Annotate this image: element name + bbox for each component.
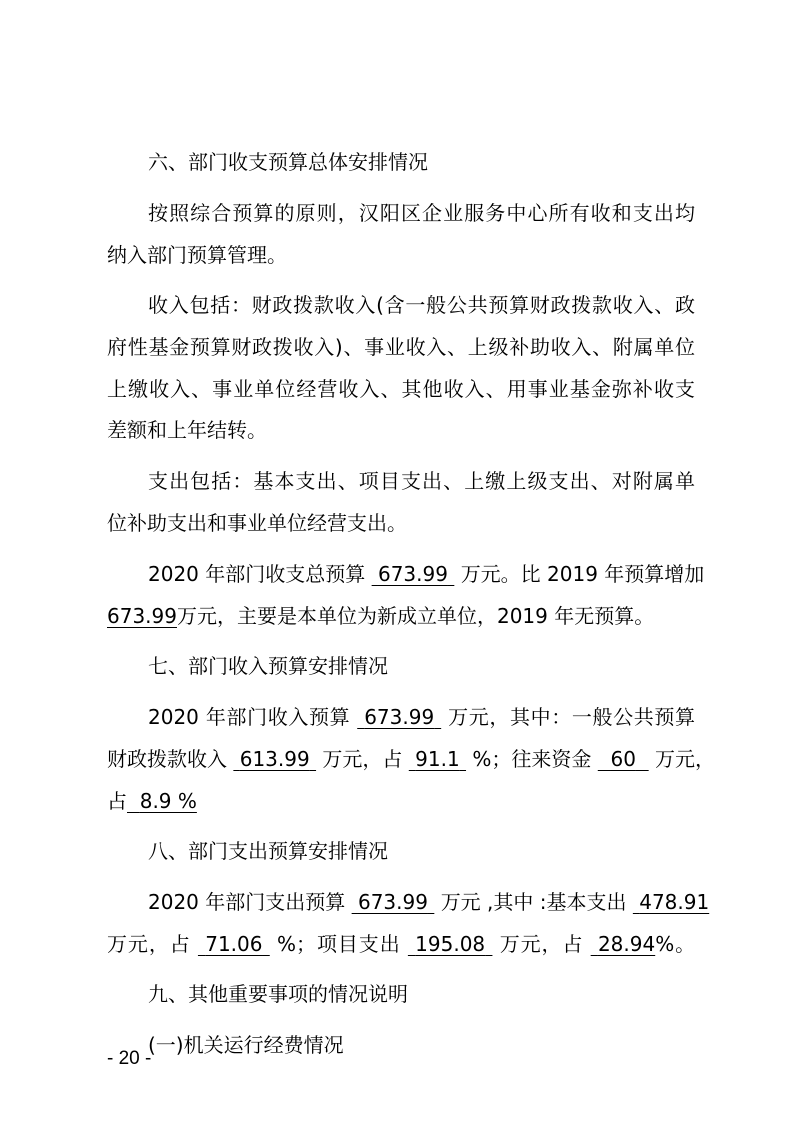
paragraph-income-line-2: 府性基金预算财政拨收入)、事业收入、上级补助收入、附属单位 — [107, 335, 695, 359]
basic-expense-value: 478.91 — [639, 890, 710, 914]
paragraph-budget-principle-line-2: 纳入部门预算管理。 — [107, 243, 287, 267]
paragraph-expense-budget-line-2: 万元，占 71.06 %；项目支出 195.08 万元，占 28.94%。 — [107, 932, 696, 956]
paragraph-total-budget-line-2: 673.99万元，主要是本单位为新成立单位，2019 年无预算。 — [107, 604, 655, 628]
paragraph-expense-budget-line-1: 2020 年部门支出预算 673.99 万元 ,其中 :基本支出 478.91 — [148, 890, 710, 914]
section-8-heading: 八、部门支出预算安排情况 — [148, 839, 388, 863]
paragraph-expense-line-2: 位补助支出和事业单位经营支出。 — [107, 511, 407, 535]
paragraph-income-budget-line-2: 财政拨款收入 613.99 万元，占 91.1 %；往来资金 60 万元， — [107, 747, 716, 771]
budget-increase-value: 673.99 — [107, 604, 177, 628]
paragraph-budget-principle-line-1: 按照综合预算的原则，汉阳区企业服务中心所有收和支出均 — [148, 201, 695, 225]
expense-budget-value: 673.99 — [357, 890, 428, 914]
paragraph-income-line-3: 上缴收入、事业单位经营收入、其他收入、用事业基金弥补收支 — [107, 377, 695, 401]
income-budget-value: 673.99 — [364, 705, 435, 729]
project-expense-value: 195.08 — [415, 932, 486, 956]
section-7-heading: 七、部门收入预算安排情况 — [148, 654, 388, 678]
fiscal-appropriation-value: 613.99 — [239, 747, 310, 771]
transfer-share-value: 8.9 % — [139, 789, 197, 813]
total-budget-value: 673.99 — [377, 562, 448, 586]
project-expense-share-value: 28.94 — [597, 932, 656, 956]
section-9-heading: 九、其他重要事项的情况说明 — [148, 982, 408, 1006]
paragraph-income-line-4: 差额和上年结转。 — [107, 418, 267, 442]
fiscal-share-value: 91.1 — [415, 747, 460, 771]
paragraph-income-budget-line-1: 2020 年部门收入预算 673.99 万元，其中：一般公共预算 — [148, 705, 696, 729]
paragraph-income-line-1: 收入包括：财政拨款收入(含一般公共预算财政拨款收入、政 — [148, 293, 695, 317]
paragraph-income-budget-line-3: 占 8.9 % — [107, 789, 197, 813]
subsection-operating-costs-heading: (一)机关运行经费情况 — [148, 1033, 344, 1057]
section-6-heading: 六、部门收支预算总体安排情况 — [148, 150, 428, 174]
page-number: - 20 - — [107, 1048, 152, 1069]
transfer-fund-value: 60 — [610, 747, 636, 771]
paragraph-total-budget-line-1: 2020 年部门收支总预算 673.99 万元。比 2019 年预算增加 — [148, 562, 705, 586]
paragraph-expense-line-1: 支出包括：基本支出、项目支出、上缴上级支出、对附属单 — [148, 469, 695, 493]
basic-expense-share-value: 71.06 — [205, 932, 263, 956]
